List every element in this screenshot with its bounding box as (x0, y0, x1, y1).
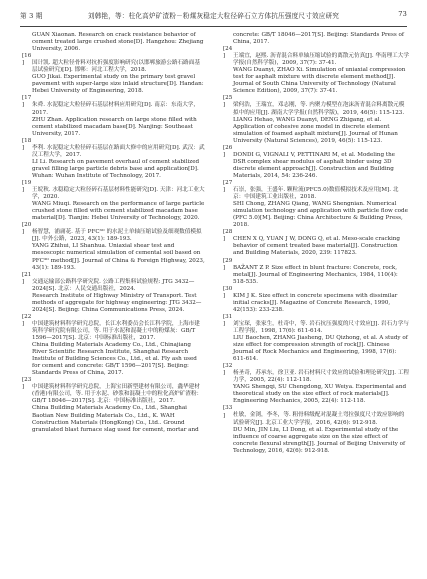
reference-number: [24] (223, 46, 233, 60)
reference-number: [20] (22, 222, 32, 236)
reference-text: DONDI G, VIGNALI V, PETTINARI M, et al. Modeling the DSR complex shear modulus of asphalt binder using 3D discrete element approach[J]. Construction and Building Materials, 2014, 54: 236-246. (233, 151, 395, 179)
reference-text: DU Min, JIN Liu, LI Dong, et al. Experimental study of the influence of coarse aggregate size on the size effect of concrete flexural strength[J]. Journal of Beijing University of Technology, 2016, 42(6): 912-918. (233, 426, 406, 454)
reference-number: [16] (22, 53, 32, 67)
reference-text: YANG Shengqi, SU Chengdong, XU Weiya. Experimental and theoretical study on the size effect of rock materials[J]. Engineering Mechanics, 2005, 22(4): 112-118. (233, 384, 407, 405)
reference-entry (223, 405, 409, 426)
reference-entry (223, 201, 409, 229)
reference-text: 杜敏，金浏，李冬，等. 粗骨料级配对混凝土弯拉强度尺寸效应影响的试验研究[J]. 北京工业大学学报，2016, 42(6): 912-918. (233, 412, 405, 426)
reference-number: [17] (22, 95, 32, 109)
reference-entry (22, 117, 205, 138)
reference-text: LIU Baochen, ZHANG Jiasheng, DU Qizhong, et al. A study of size effect for compression strength of rock[J]. Chinese Journal of Rock Mechanics and Engineering, 1998, 17(6): 611-614. (233, 335, 408, 363)
reference-entry (22, 201, 205, 222)
header-rule (20, 26, 407, 27)
reference-entry (22, 222, 205, 243)
reference-entry (22, 53, 205, 74)
reference-text: YANG Zhihui, LI Shanhua. Uniaxial shear test and mesoscopic numerical simulation of cemental soil based on PFC³ᴰ method[J]. Journal of China & Foreign Highway, 2023, 43(1): 189-193. (32, 243, 205, 271)
reference-text: Research Institute of Highway Ministry of Transport. Test methods of aggregate for highway engineering: JTG 3432—2024[S]. Beijing: China Communications Press, 2024. (32, 292, 202, 313)
reference-text: 王端宜，赵熙. 沥青混合料单轴压缩试验的离散元仿真[J]. 华南理工大学学报(自然科学版)，2009, 37(7): 37-41. (233, 53, 409, 67)
reference-text: 交通运输部公路科学研究院. 公路工程集料试验规程: JTG 3432—2024[S]. 北京：人民交通出版社，2024. (32, 278, 195, 292)
reference-entry (223, 286, 409, 314)
reference-number: [28] (223, 229, 233, 243)
reference-entry (223, 314, 409, 335)
page-header (20, 10, 407, 24)
reference-entry (223, 67, 409, 95)
reference-text: 刘宝琛，张家生，杜奇中，等. 岩石抗压强度的尺寸效应[J]. 岩石力学与工程学报，1998, 17(6): 611-614. (233, 320, 409, 334)
reference-text: SHI Chong, ZHANG Qiang, WANG Shengnian. Numerical simulation technology and application with particle flow code (PFC 5.0)[M]. Beijing: China Architecture & Building Press, 2018. (233, 201, 408, 229)
reference-entry (223, 46, 409, 67)
reference-text: 朱舜. 水泥稳定大粒径碎石基层材料应用研究[D]. 南京：东南大学，2017. (32, 102, 199, 116)
reference-entry (22, 243, 205, 271)
reference-text: WANG Miuqi. Research on the performance of large particle crushed stone filled with cement stabilized macadam base material[D]. Tianjin: Hebei University of Technology, 2020. (32, 201, 205, 222)
reference-column-left (22, 32, 205, 572)
running-title: 刘韩艳，等：柱化高炉矿渣粉－粉煤灰稳定大粒径碎石立方体抗压强度尺寸效应研究 (87, 12, 340, 20)
reference-entry (22, 138, 205, 159)
reference-entry (22, 405, 205, 433)
reference-entry (22, 95, 205, 116)
reference-number: [26] (223, 144, 233, 158)
reference-entry (22, 377, 205, 405)
reference-entry (22, 342, 205, 377)
reference-column-right (223, 32, 409, 572)
reference-number: [22] (22, 313, 32, 327)
reference-entry (22, 159, 205, 180)
reference-number: [23] (22, 377, 32, 391)
reference-text: 中国建筑材料科学研究总院，长江水利委员会长江科学院，上海市建筑科学研究院有限公司，等. 用于水泥和混凝土中的粉煤灰：GB/T 1596—2017[S]. 北京：中国标准出版社，2017. (32, 320, 200, 342)
reference-text: 杨智慧，浦庸花. 基于 PFC³ᴰ 的水泥土单轴压缩试验及细观数值模拟[J]. 中外公路，2023, 43(1): 189-193. (32, 229, 202, 243)
reference-number: [27] (223, 179, 233, 194)
issue-number: 第 3 期 (20, 12, 43, 20)
reference-text: 石崇，张强，王盛年. 颗粒流(PFC5.0)数值模拟技术及应用[M]. 北京：中国建筑工业出版社，2018. (233, 187, 399, 201)
reference-text: 李利. 水泥稳定大粒径碎石基层在路面大修中的应用研究[D]. 武汉：武汉工程大学，2017. (32, 144, 205, 158)
reference-entry (22, 180, 205, 201)
reference-entry (223, 180, 409, 201)
reference-text: 中国建筑材料科学研究总院，上海宝田新型建材有限公司，鑫华建材(香港)有限公司，等. 用于水泥、砂浆和混凝土中的粒化高炉矿渣粉：GB/T 18046—2017[S]. 北京：中国标准出版社，2017. (32, 384, 203, 405)
reference-entry (22, 32, 205, 53)
reference-text: 王皖秋. 水稳稳定大粒径碎石基层材料性能研究[D]. 天津：河北工业大学，2020. (32, 187, 205, 201)
reference-number: [31] (223, 313, 233, 327)
reference-entry (22, 272, 205, 293)
reference-text: GUO Jikai. Experimental study on the primary test gravel pavement with super-large size inlaid structure[D]. Handan: Hebei University of Engineering, 2018. (32, 74, 204, 95)
reference-number: [18] (22, 137, 32, 151)
reference-text: China Building Materials Academy Co., Ltd., Shanghai Baotian New Building Materials Co., Ltd., K. WAH Construction Materials (HongKong) Co., Ltd.. Ground granulated blast furnace slag used for cement, mortar and (32, 405, 199, 433)
reference-entry (223, 384, 409, 405)
reference-entry (223, 363, 409, 384)
reference-number: [33] (223, 405, 233, 419)
reference-entry (223, 95, 409, 116)
reference-number: [25] (223, 95, 233, 109)
reference-text: BAŽANT Z P. Size effect in blunt fracture: Concrete, rock, metal[J]. Journal of Engineering Mechanics, 1984, 110(4): 518-535. (233, 264, 398, 285)
reference-text: concrete: GB/T 18046—2017[S]. Beijing: Standards Press of China, 2017. (233, 32, 404, 46)
page-number: 73 (398, 10, 407, 18)
reference-entry (22, 74, 205, 95)
reference-text: 杨圣奇，苏承东，徐卫亚. 岩石材料尺寸效应的试验和理论研究[J]. 工程力学，2005, 22(4): 112-118. (233, 370, 409, 384)
reference-text: 梁何浩，王瑞宜，邓志刚，等. 内聚力模型在泡沫沥青混合料离散元模拟中的应用[J]. 湖南大学学报(自然科学版)，2019, 46(5): 115-123. (233, 102, 405, 116)
reference-entry (223, 335, 409, 363)
reference-number: [19] (22, 179, 32, 194)
reference-entry (223, 229, 409, 257)
reference-text: WANG Duanyi, ZHAO Xi. Simulation of uniaxial compression test for asphalt mixture with discrete element method[J]. Journal of South China University of Technology (Natural Science Edition), 2009, 37(7): 37-41. (233, 67, 406, 95)
reference-number: [30] (223, 285, 233, 299)
reference-text: 国计凯. 超大粒径骨料对抗折强度影响研究(以邯郸旅游公路石路面基层试验研究)[D]. 邯郸：河北工程大学，2018. (32, 60, 200, 74)
reference-entry (223, 427, 409, 455)
reference-text: CHEN X Q, YUAN J W, DONG Q, et al. Meso-scale cracking behavior of cement treated base material[J]. Construction and Building Materials, 2020, 239: 117823. (233, 236, 400, 257)
reference-number: [29] (223, 257, 233, 271)
reference-text: ZHU Zhan. Application research on large stone filled with cement stabilized macadam base[D]. Nanjing: Southeast University, 2017. (32, 116, 197, 137)
reference-entry (223, 117, 409, 145)
reference-entry (22, 314, 205, 342)
reference-text: KIM J K. Size effect in concrete specimens with dissimilar initial cracks[J]. Magazine of Concrete Research, 1990, 42(153): 233-238. (233, 292, 398, 313)
reference-entry (223, 145, 409, 180)
reference-text: LIANG Hehao, WANG Duanyi, DENG Zhigang, et al. Application of cohesive zone model in discrete element simulation of foamed asphalt mixture[J]. Journal of Hunan University (Natural Sciences), 2019, 46(5): 115-123. (233, 116, 398, 144)
reference-entry (223, 258, 409, 286)
reference-number: [32] (223, 363, 233, 377)
reference-text: China Building Materials Academy Co., Ltd., Chinajiang River Scientific Research Institute, Shanghai Research Institute of Building Sciences Co., Ltd., et al. Fly ash used for cement and concrete: GB/T 1596—2017[S]. Beijing: Standards Press of China, 2017. (32, 342, 197, 377)
reference-entry (22, 293, 205, 314)
reference-text: LI Li. Research on pavement overhaul of cement stabilized gravel filling large particle debris base and application[D]. Wuhan: Wuhan Institute of Technology, 2017. (32, 158, 200, 179)
reference-text: GUAN Xiaonan. Research on crack resistance behavior of cement treated large crushed stone[D]. Hangzhou: Zhejiang University, 2006. (32, 32, 204, 53)
reference-entry (223, 32, 409, 46)
reference-number: [21] (22, 271, 32, 285)
